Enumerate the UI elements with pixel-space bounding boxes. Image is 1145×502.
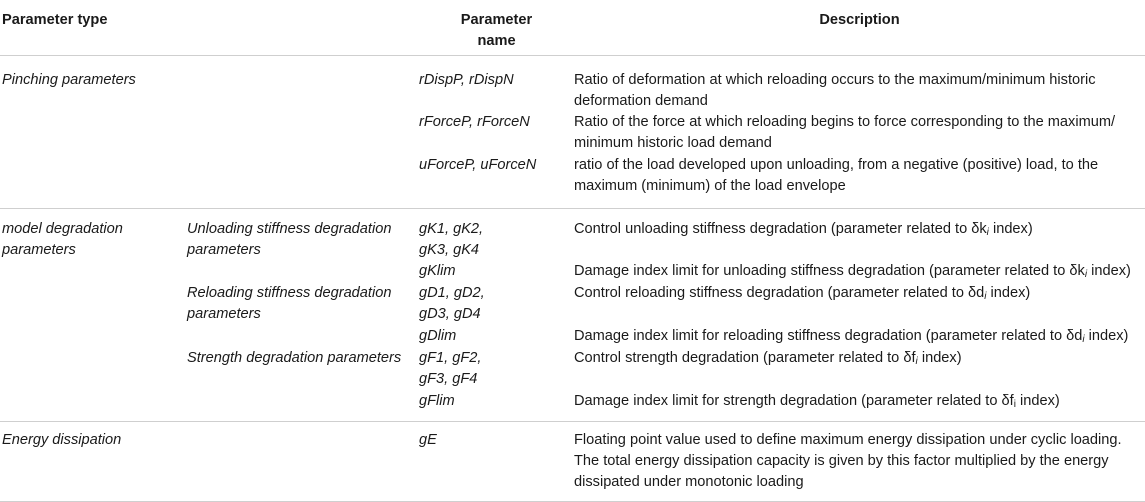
unloading-label	[187, 209, 419, 262]
header-parameter-name-line1: Parameter	[460, 12, 533, 28]
desc-subscript: i	[1084, 269, 1088, 280]
desc-text: Damage index limit for unloading stiffness degradation (parameter related to δk	[574, 263, 1085, 279]
param-name: gFlim	[419, 391, 574, 421]
table-row	[0, 348, 1145, 391]
desc-subscript: i	[984, 291, 987, 302]
table-row	[0, 155, 1145, 209]
desc-text: index)	[988, 221, 1033, 237]
desc-text: index)	[1015, 393, 1060, 409]
header-parameter-name-line2: name	[477, 33, 516, 49]
desc-line: maximum (minimum) of the load envelope	[574, 177, 846, 194]
energy-label: Energy dissipation	[0, 421, 419, 501]
param-description	[574, 391, 1145, 421]
table-row	[0, 283, 1145, 326]
empty-cell	[0, 112, 419, 155]
desc-text: index)	[1087, 263, 1131, 279]
name-line: gD1, gD2,	[419, 285, 485, 301]
desc-text: Control unloading stiffness degradation (parameter related to δk	[574, 221, 987, 237]
degradation-label	[0, 209, 187, 262]
param-name: gDlim	[419, 328, 457, 344]
empty-cell	[0, 391, 419, 421]
desc-line: The total energy dissipation capacity is given by this factor multiplied by the energy	[574, 452, 1109, 469]
param-description	[574, 326, 1145, 348]
param-name	[419, 348, 574, 391]
desc-text: Control reloading stiffness degradation (parameter related to δd	[574, 285, 985, 301]
empty-cell	[0, 261, 419, 283]
table-row	[0, 209, 1145, 262]
desc-subscript: i	[915, 356, 918, 367]
reloading-label	[187, 283, 419, 326]
param-name	[419, 283, 574, 326]
pinching-label: Pinching parameters	[2, 71, 136, 88]
header-parameter-name	[419, 0, 574, 55]
param-description	[574, 261, 1145, 283]
table-row	[0, 391, 1145, 421]
empty-cell	[0, 155, 419, 209]
empty-cell	[0, 326, 419, 348]
param-name: uForceP, uForceN	[419, 155, 574, 209]
header-description: Description	[574, 0, 1145, 55]
table-row	[0, 55, 1145, 112]
param-description	[574, 55, 1145, 112]
desc-line: deformation demand	[574, 92, 708, 109]
empty-cell	[0, 348, 187, 391]
label-line: model degradation	[2, 221, 123, 237]
name-line: gK1, gK2,	[419, 221, 484, 237]
table-row	[0, 421, 1145, 501]
desc-line: minimum historic load demand	[574, 134, 772, 151]
desc-line: Ratio of the force at which reloading begins to force corresponding to the maximum/	[574, 113, 1116, 130]
desc-text: index)	[986, 285, 1031, 301]
desc-subscript: i	[1082, 334, 1085, 345]
param-description	[574, 348, 1145, 391]
table-row	[0, 261, 1145, 283]
param-description	[574, 283, 1145, 326]
label-line: Reloading stiffness degradation	[187, 285, 392, 301]
param-name: rForceP, rForceN	[419, 113, 530, 130]
param-name: rDispP, rDispN	[419, 71, 514, 88]
desc-text: Damage index limit for strength degradation (parameter related to δf	[574, 393, 1014, 409]
empty-cell	[0, 283, 187, 326]
label-line: parameters	[187, 242, 261, 258]
param-name: gE	[419, 421, 574, 501]
desc-line: Floating point value used to define maximum energy dissipation under cyclic loading.	[574, 431, 1122, 448]
param-description	[574, 155, 1145, 209]
param-description	[574, 209, 1145, 262]
table-row	[0, 112, 1145, 155]
name-line: gF1, gF2,	[419, 350, 482, 366]
table-row	[0, 326, 1145, 348]
desc-text: index)	[917, 350, 962, 366]
header-row	[0, 0, 1145, 55]
param-description	[574, 112, 1145, 155]
desc-text: Damage index limit for reloading stiffness degradation (parameter related to δd	[574, 328, 1083, 344]
desc-subscript: i	[1013, 399, 1016, 410]
desc-line: Ratio of deformation at which reloading occurs to the maximum/minimum historic	[574, 71, 1096, 88]
header-parameter-type: Parameter type	[0, 0, 419, 55]
strength-label: Strength degradation parameters	[187, 350, 402, 366]
name-line: gK3, gK4	[419, 242, 480, 258]
desc-text: Control strength degradation (parameter related to δf	[574, 350, 916, 366]
name-line: gF3, gF4	[419, 371, 478, 387]
param-name	[419, 209, 574, 262]
desc-text: index)	[1084, 328, 1129, 344]
name-line: gD3, gD4	[419, 306, 481, 322]
desc-subscript: i	[986, 227, 989, 238]
param-name: gKlim	[419, 263, 456, 279]
label-line: parameters	[2, 242, 76, 258]
label-line: Unloading stiffness degradation	[187, 221, 392, 237]
desc-line: dissipated under monotonic loading	[574, 473, 804, 490]
label-line: parameters	[187, 306, 261, 322]
desc-line: ratio of the load developed upon unloading, from a negative (positive) load, to the	[574, 156, 1099, 173]
param-description	[574, 421, 1145, 501]
